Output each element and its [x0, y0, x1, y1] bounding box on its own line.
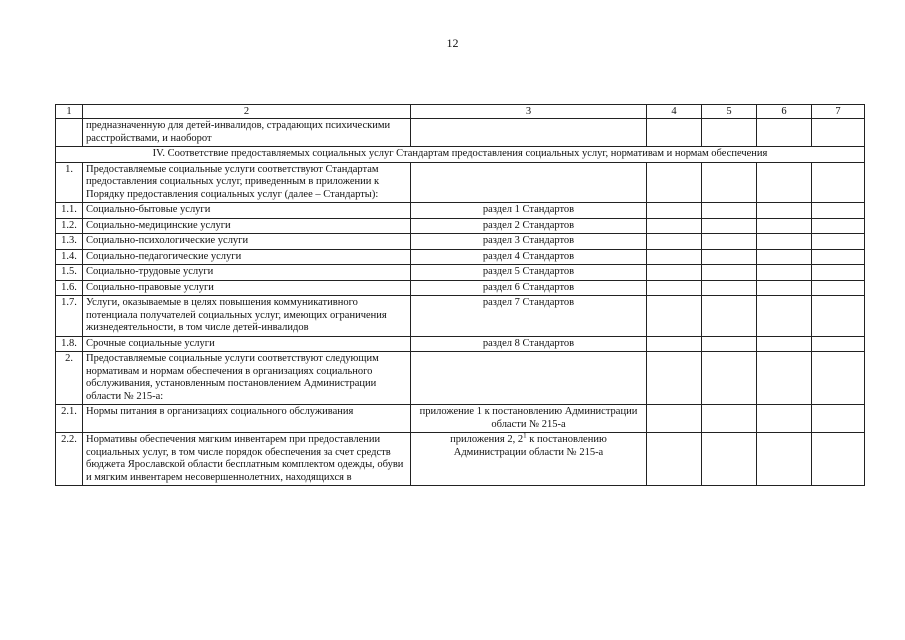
ref-cell: раздел 4 Стандартов: [411, 249, 647, 265]
ref-cell: [411, 433, 647, 486]
text-cell: Нормы питания в организациях социального обслуживания: [83, 405, 411, 433]
empty-cell: [757, 249, 812, 265]
text-cell: Социально-трудовые услуги: [83, 265, 411, 281]
table-row: [56, 405, 865, 433]
ref-cell: приложение 1 к постановлению Администрации области № 215-а: [411, 405, 647, 433]
num-cell: 1.8.: [56, 336, 83, 352]
text-cell: Социально-педагогические услуги: [83, 249, 411, 265]
empty-cell: [757, 234, 812, 250]
document-table: [55, 104, 865, 486]
text-cell: Социально-психологические услуги: [83, 234, 411, 250]
table-row: [56, 249, 865, 265]
table-row: [56, 296, 865, 337]
ref-cell: [411, 352, 647, 405]
ref-suffix: к постановлению Администрации области № 215-а: [453, 434, 607, 458]
empty-cell: [757, 265, 812, 281]
empty-cell: [702, 280, 757, 296]
empty-cell: [812, 218, 865, 234]
empty-cell: [757, 296, 812, 337]
empty-cell: [647, 249, 702, 265]
table-row: [56, 162, 865, 203]
num-cell: 1.7.: [56, 296, 83, 337]
header-cell: 2: [83, 105, 411, 119]
empty-cell: [812, 433, 865, 486]
num-cell: 1.1.: [56, 203, 83, 219]
ref-cell: [411, 162, 647, 203]
empty-cell: [702, 234, 757, 250]
header-cell: 7: [812, 105, 865, 119]
empty-cell: [647, 336, 702, 352]
num-cell: 1.4.: [56, 249, 83, 265]
empty-cell: [812, 203, 865, 219]
text-cell: Социально-бытовые услуги: [83, 203, 411, 219]
empty-cell: [647, 405, 702, 433]
empty-cell: [702, 405, 757, 433]
table-row: [56, 280, 865, 296]
table-row: [56, 265, 865, 281]
empty-cell: [757, 433, 812, 486]
num-cell: 2.2.: [56, 433, 83, 486]
empty-cell: [702, 433, 757, 486]
table-row: [56, 218, 865, 234]
ref-cell: раздел 7 Стандартов: [411, 296, 647, 337]
empty-cell: [647, 234, 702, 250]
empty-cell: [812, 234, 865, 250]
ref-cell: раздел 3 Стандартов: [411, 234, 647, 250]
empty-cell: [647, 203, 702, 219]
empty-cell: [757, 203, 812, 219]
header-cell: 4: [647, 105, 702, 119]
table-row: [56, 336, 865, 352]
empty-cell: [757, 162, 812, 203]
empty-cell: [812, 352, 865, 405]
empty-cell: [702, 296, 757, 337]
num-cell: 1.5.: [56, 265, 83, 281]
empty-cell: [647, 280, 702, 296]
text-cell: Предоставляемые социальные услуги соответствуют следующим нормативам и нормам обеспечения в организациях социального обслуживания, установленным постановлением Администрации области № 215-а:: [83, 352, 411, 405]
empty-cell: [702, 336, 757, 352]
num-cell: 1.3.: [56, 234, 83, 250]
empty-cell: [647, 162, 702, 203]
header-cell: 3: [411, 105, 647, 119]
text-cell: Услуги, оказываемые в целях повышения коммуникативного потенциала получателей социальных услуг, имеющих ограничения жизнедеятельности, в том числе детей-инвалидов: [83, 296, 411, 337]
num-cell: 1.: [56, 162, 83, 203]
table-row: [56, 433, 865, 486]
table-row: [56, 352, 865, 405]
ref-cell: раздел 8 Стандартов: [411, 336, 647, 352]
empty-cell: [702, 352, 757, 405]
page-number: 12: [446, 36, 459, 50]
empty-cell: [812, 280, 865, 296]
continuation-row: [56, 119, 865, 147]
empty-cell: [647, 296, 702, 337]
text-cell: Нормативы обеспечения мягким инвентарем при предоставлении социальных услуг, в том числе порядок обеспечения за счет средств бюджета Ярославской области бесплатным комплектом одежды, обуви и мягким инвентарем несовершеннолетних, находящихся в: [83, 433, 411, 486]
ref-cell: раздел 6 Стандартов: [411, 280, 647, 296]
text-cell: Срочные социальные услуги: [83, 336, 411, 352]
num-cell: [56, 119, 83, 147]
section-title: IV. Соответствие предоставляемых социальных услуг Стандартам предоставления социальных услуг, нормативам и нормам обеспечения: [56, 147, 865, 163]
header-row: [56, 105, 865, 119]
empty-cell: [702, 218, 757, 234]
empty-cell: [702, 162, 757, 203]
text-cell: Социально-медицинские услуги: [83, 218, 411, 234]
empty-cell: [757, 336, 812, 352]
empty-cell: [812, 162, 865, 203]
empty-cell: [812, 296, 865, 337]
empty-cell: [757, 218, 812, 234]
num-cell: 2.: [56, 352, 83, 405]
section-row: [56, 147, 865, 163]
empty-cell: [757, 352, 812, 405]
empty-cell: [702, 265, 757, 281]
header-cell: 1: [56, 105, 83, 119]
empty-cell: [647, 352, 702, 405]
ref-cell: [411, 119, 647, 147]
ref-superscript: 1: [523, 431, 527, 440]
empty-cell: [812, 249, 865, 265]
header-cell: 5: [702, 105, 757, 119]
ref-cell: раздел 2 Стандартов: [411, 218, 647, 234]
num-cell: 2.1.: [56, 405, 83, 433]
empty-cell: [757, 405, 812, 433]
text-cell: Предоставляемые социальные услуги соответствуют Стандартам предоставления социальных услуг, приведенным в приложении к Порядку предоставления социальных услуг (далее – Стандарты):: [83, 162, 411, 203]
empty-cell: [812, 265, 865, 281]
empty-cell: [647, 433, 702, 486]
empty-cell: [757, 280, 812, 296]
table-row: [56, 234, 865, 250]
empty-cell: [812, 336, 865, 352]
empty-cell: [647, 218, 702, 234]
empty-cell: [812, 405, 865, 433]
ref-cell: раздел 5 Стандартов: [411, 265, 647, 281]
empty-cell: [702, 249, 757, 265]
num-cell: 1.2.: [56, 218, 83, 234]
table-row: [56, 203, 865, 219]
ref-prefix: приложения 2, 2: [450, 434, 524, 445]
num-cell: 1.6.: [56, 280, 83, 296]
text-cell: Социально-правовые услуги: [83, 280, 411, 296]
text-cell: предназначенную для детей-инвалидов, страдающих психическими расстройствами, и наоборот: [83, 119, 411, 147]
empty-cell: [702, 203, 757, 219]
header-cell: 6: [757, 105, 812, 119]
ref-cell: раздел 1 Стандартов: [411, 203, 647, 219]
empty-cell: [647, 265, 702, 281]
